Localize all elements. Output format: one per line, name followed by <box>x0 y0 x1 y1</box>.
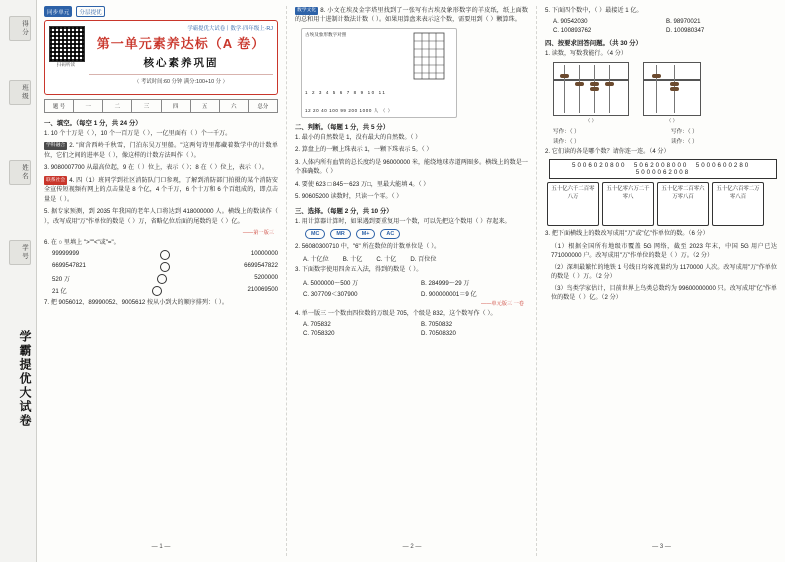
calculator-buttons <box>305 229 528 239</box>
question-1-8-text: 8. 小文在埃及金字塔里找到了一张写有古埃及象形数字的羊皮纸，纸上面数的总和用十进制计数法计数（ ）。如果用算盘来表示这个数，需要用到（ ）颗算珠。 <box>295 7 528 24</box>
abacus-2-bead-1 <box>652 74 661 78</box>
illustration-number-line-1: 1 2 3 4 5 6 7 8 9 10 11 <box>305 89 387 95</box>
question-1-8 <box>295 6 528 25</box>
answer-2: 2. 它们读的各是哪个数？请你连一连。（4 分） <box>545 147 670 155</box>
judge-3: 3. 人体内所有血管的总长度约是 96000000 米，能绕地球赤道两圈多。横线上的数是一个准确数。（ ） <box>295 158 528 176</box>
choice-4-ref: ——单元版三 一卷 <box>481 300 524 307</box>
judge-1: 1. 最小的自然数是 1，没有最大的自然数。（ ） <box>295 133 422 141</box>
answer-3-3: （3）鸟类学家估计，目前世界上鸟类总数约为 99600000000 只。改写成用"亿"作单位的数是（ ）亿。（2 分） <box>551 284 777 301</box>
section-4-heading: 四、按要求回答问题。（共 30 分） <box>545 40 642 48</box>
illustration-caption: 古埃及象形数字对照 <box>305 31 347 37</box>
abacus-2-caption: （ ） <box>666 118 678 124</box>
answer-3-1: （1）根据全国所有地级市覆盖 5G 网络，截至 2023 年末，中国 5G 用户已达 771000000 户。改写成用"万"作单位的数是（ ）万。（2 分） <box>551 242 777 260</box>
abacus-2-rod-1 <box>656 65 657 113</box>
header-bar <box>44 6 278 17</box>
choice-5: 5. 下面四个数中，（ ）最接近 1 亿。 <box>545 7 643 14</box>
compare-left-3: 520 万 <box>52 276 70 284</box>
abacus-2-bead-3 <box>670 87 679 91</box>
choice-5-option-d[interactable]: D. 100980347 <box>666 27 705 35</box>
spine <box>0 0 37 562</box>
abacus-1 <box>553 62 629 116</box>
abacus-2-wrap <box>643 62 701 124</box>
question-1-2-text: 2. "窗含西岭千秋雪，门泊东吴万里船。"这两句诗里都藏着数学中的计数单位，它们之间的进率是（ ），像这样的计数方法叫作（ ）。 <box>44 142 278 159</box>
choice-2-option-b[interactable]: B. 十亿 <box>342 256 363 264</box>
compare-right-3: 5200000 <box>254 274 278 282</box>
answer-1: 1. 读数，写数我能行。（4 分） <box>545 50 627 58</box>
compare-left-2: 6699547821 <box>52 262 86 270</box>
compare-row-2 <box>52 262 278 272</box>
abacus-1-rod-4 <box>609 65 610 113</box>
calc-button-mc[interactable]: MC <box>305 229 325 239</box>
choice-4-option-c[interactable]: C. 7058320 <box>303 330 335 338</box>
score-cell-6: 六 <box>220 100 249 112</box>
compare-right-4: 210069500 <box>247 286 278 294</box>
column-3 <box>536 6 785 556</box>
exam-time-line: （ 考试时间:60 分钟 满分:100+10 分 ） <box>89 74 273 85</box>
qr-caption: 扫码听读 <box>56 62 76 67</box>
page-number-1: — 1 — <box>151 544 171 550</box>
match-card-1[interactable]: 五十亿六千二百零八万 <box>547 182 599 226</box>
score-cell-2: 二 <box>103 100 132 112</box>
abacus-1-caption: （ ） <box>585 118 597 124</box>
choice-3: 3. 下面数字使用四舍五入法，得到的数是（ ）。 <box>295 266 423 274</box>
abacus-2-beam <box>644 79 700 81</box>
choice-5-options-row-2 <box>553 27 777 34</box>
choice-4-options-row-1 <box>303 321 528 328</box>
spine-tag-id: 学号 <box>9 240 31 265</box>
choice-3-options-row-2 <box>303 289 528 298</box>
qr-code-icon[interactable] <box>49 26 85 62</box>
question-1-4 <box>44 176 278 204</box>
choice-2-option-c[interactable]: C. 十亿 <box>376 256 397 264</box>
choice-4-option-b[interactable]: B. 7050832 <box>421 321 453 329</box>
title-box <box>44 20 278 95</box>
abacus-1-rod-1 <box>564 65 565 113</box>
page-subtitle: 核心素养巩固 <box>143 57 219 69</box>
choice-5-option-c[interactable]: C. 100893762 <box>553 27 592 35</box>
header-item-unit: 同步单元 <box>44 6 72 17</box>
tag-interdisciplinary: 学科融合 <box>46 143 66 149</box>
score-cell-3: 三 <box>132 100 161 112</box>
match-card-3[interactable]: 五十亿零二百零六万零八百 <box>657 182 709 226</box>
tag-math-culture: 数学文化 <box>297 8 317 13</box>
question-1-2 <box>44 141 278 160</box>
judge-2: 2. 算盘上的一颗上珠表示 1，一颗下珠表示 5。（ ） <box>295 146 433 154</box>
abacus-1-rod-2 <box>579 65 580 113</box>
match-number-2[interactable]: 5062008000 <box>633 162 689 170</box>
choice-2-option-a[interactable]: A. 十亿位 <box>303 256 329 264</box>
answer-3-2: （2）深圳最繁忙的地铁 1 号线日均客流量约为 1170000 人次。改写成用"万"作单位的数是（ ）万。（2 分） <box>551 263 777 281</box>
write-label-1: 写作：（ ） <box>553 128 580 135</box>
abacus-1-bead-3 <box>590 82 599 86</box>
read-label-2: 读作：（ ） <box>671 138 698 145</box>
choice-2-options-row <box>303 254 528 263</box>
write-row <box>553 127 777 135</box>
score-cell-1: 一 <box>74 100 103 112</box>
score-cell-5: 五 <box>191 100 220 112</box>
tag-social-context: 联系社会 <box>46 177 66 183</box>
page-title: 第一单元素养达标（A 卷） <box>96 36 266 51</box>
question-1-7: 7. 把 9056012、89990052、9005612 按从小到大的顺序排列：（ ）。 <box>44 299 228 307</box>
choice-4: 4. 单一版三 一个数由四位数的万级是 705，个级是 832，这个数写作（ ）。 <box>295 309 497 317</box>
compare-circle-4[interactable] <box>152 286 162 296</box>
compare-row-1 <box>52 250 278 260</box>
abacus-1-bead-4 <box>590 87 599 91</box>
abacus-1-bead-1 <box>560 74 569 78</box>
match-number-4[interactable]: 5000062008 <box>635 169 691 177</box>
read-row <box>553 137 777 145</box>
page-columns <box>36 0 785 562</box>
choice-3-options-row-1 <box>303 278 528 287</box>
read-label-1: 读作：（ ） <box>553 138 580 145</box>
choice-2-option-d[interactable]: D. 百位位 <box>410 256 437 264</box>
choice-3-option-a[interactable]: A. 5000000～500 万 <box>303 279 359 287</box>
choice-3-option-d[interactable]: D. 900000001＝9 亿 <box>421 290 477 298</box>
calc-button-mr[interactable]: MR <box>330 229 350 239</box>
choice-4-option-d[interactable]: D. 70508320 <box>421 330 456 338</box>
choice-3-option-c[interactable]: C. 307709＜307900 <box>303 290 358 298</box>
column-2 <box>286 6 536 556</box>
choice-5-options-row-1 <box>553 18 777 25</box>
choice-4-option-a[interactable]: A. 705832 <box>303 321 331 329</box>
score-cell-0: 题 号 <box>45 100 74 112</box>
abacus-group <box>553 62 777 124</box>
spine-tag-name: 姓名 <box>9 160 31 185</box>
match-card-4[interactable]: 五十亿六百零二万零八百 <box>712 182 764 226</box>
column-1 <box>36 6 286 556</box>
compare-left-4: 21 亿 <box>52 288 67 296</box>
choice-5-option-b[interactable]: B. 98970021 <box>666 18 701 26</box>
abacus-2-bead-2 <box>670 82 679 86</box>
compare-right-2: 6699547822 <box>244 262 278 270</box>
compare-right-1: 10000000 <box>250 250 278 258</box>
match-numbers-box <box>549 159 777 179</box>
page-number-2: — 2 — <box>402 544 422 550</box>
choice-2: 2. 56080300710 中，"6" 所在数位的计数单位是（ ）。 <box>295 242 441 250</box>
abacus-1-beam <box>554 79 628 81</box>
page-number-3: — 3 — <box>652 544 671 550</box>
match-number-3[interactable]: 5000600280 <box>695 162 751 170</box>
match-number-1[interactable]: 5006020800 <box>572 162 627 170</box>
question-1-4-text: 4. 四（1）班同学到社区消防队门口参观，了解到消防部门拍摄的某个消防安全宣传短视频有网上的点击量是 8 个亿，4 个千万，6 个十万和 6 个百组成的，即点击量是（ ）。 <box>44 176 278 203</box>
judge-5: 5. 90605200 读数时，只读一个零。（ ） <box>295 193 403 201</box>
abacus-1-bead-5 <box>605 82 614 86</box>
egyptian-numerals-illustration <box>301 28 457 118</box>
calc-button-mplus[interactable]: M+ <box>356 229 376 239</box>
question-1-1: 1. 10 个十万是（ ），10 个一百万是（ ），一亿里面有（ ）个一千万。 <box>44 130 232 137</box>
choice-1: 1. 用计算器计算时，如果遇到要重复用一个数，可以先把这个数用（ ）存起来。 <box>295 217 511 225</box>
score-cell-7: 总分 <box>257 104 269 110</box>
compare-row-3 <box>52 274 278 284</box>
question-1-3: 3. 9080007700 从最高位起，9 在（ ）位上，表示（ ）；8 在（ ）位上，表示（ ）。 <box>44 164 268 172</box>
abacus-1-wrap <box>553 62 629 124</box>
abacus-1-bead-2 <box>575 82 584 86</box>
spine-tag-score: 得分 <box>9 16 31 41</box>
score-cell-4: 四 <box>162 100 191 112</box>
compare-row-4 <box>52 286 278 296</box>
paper-series-label: 学霸提优大试卷丨数学·四年级上·RJ <box>187 26 273 32</box>
section-1-heading: 一、填空。（每空 1 分，共 24 分） <box>44 120 142 127</box>
question-1-5: 5. 据专家预测，到 2035 年我国的老年人口将达到 418000000 人。横线上的数读作（ ），改写成用"万"作单位的数是（ ）万，省略亿位后面的尾数约是（ ）亿。 <box>44 208 278 225</box>
judge-4: 4. 要使 623 □ 845～623 万□，里最大能填 4。（ ） <box>295 180 430 188</box>
spine-title: 学霸提优大试卷 <box>18 330 32 428</box>
match-card-2[interactable]: 五十亿零六万二千零八 <box>602 182 654 226</box>
abacus-2 <box>643 62 701 116</box>
question-1-6: 6. 在 ○ 里填上 ">""<"或"="。 <box>44 238 120 246</box>
compare-circle-3[interactable] <box>157 274 167 284</box>
spine-tag-class: 班级 <box>9 80 31 105</box>
match-cards <box>547 182 777 226</box>
section-3-heading: 三、选择。（每题 2 分，共 10 分） <box>295 207 393 215</box>
choice-5-option-a[interactable]: A. 90542030 <box>553 18 588 26</box>
choice-3-option-b[interactable]: B. 284999～29 万 <box>421 279 470 287</box>
pyramid-icon <box>406 31 452 83</box>
section-2-heading: 二、判断。（每题 1 分，共 5 分） <box>295 123 390 131</box>
compare-circle-1[interactable] <box>160 250 170 260</box>
compare-left-1: 99999999 <box>52 250 80 258</box>
write-label-2: 写作：（ ） <box>671 128 698 135</box>
compare-circle-2[interactable] <box>160 262 170 272</box>
choice-4-options-row-2 <box>303 330 528 337</box>
calc-button-ac[interactable]: AC <box>380 229 400 239</box>
answer-3: 3. 把下面横线上的数改写成用"万"或"亿"作单位的数。（6 分） <box>545 230 709 238</box>
header-item-tier: 分层提优 <box>76 6 104 17</box>
illustration-number-line-2: 12 20 40 100 99 200 1000 人 （ ） <box>305 107 393 113</box>
score-table <box>44 99 278 113</box>
question-1-5-ref: ——第一版三 <box>242 229 274 236</box>
